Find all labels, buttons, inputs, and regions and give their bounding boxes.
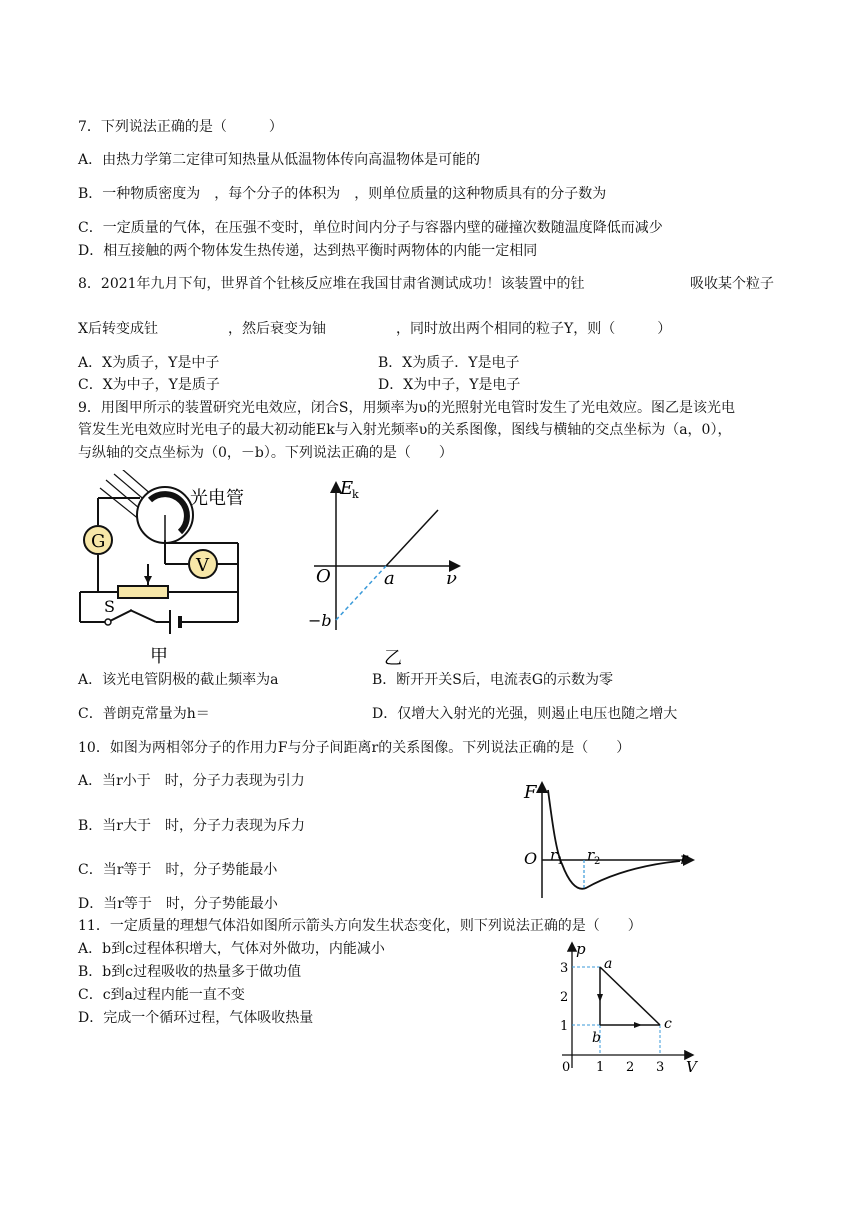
ek-line-dashed xyxy=(336,566,386,620)
ammeter-g-label: G xyxy=(91,531,106,552)
f-axis-label: F xyxy=(524,782,537,803)
r-axis-label: r xyxy=(680,849,688,868)
state-b-label: b xyxy=(592,1030,601,1046)
ek-axis-label: E xyxy=(340,478,354,499)
q9-stem-line1: 9．用图甲所示的装置研究光电效应，闭合S，用频率为υ的光照射光电管时发生了光电效应。图乙是该光电 xyxy=(78,400,736,416)
force-curve xyxy=(548,790,680,889)
q9-option-d: D．仅增大入射光的光强，则遏止电压也随之增大 xyxy=(372,706,678,722)
q7-option-d: D．相互接触的两个物体发生热传递，达到热平衡时两物体的内能一定相同 xyxy=(78,243,538,259)
intercept-b-label: −b xyxy=(308,611,332,630)
state-c-label: c xyxy=(664,1016,672,1032)
q9-stem-line3: 与纵轴的交点坐标为（0，－b）。下列说法正确的是（ ） xyxy=(78,445,453,461)
state-a-label: a xyxy=(604,956,613,972)
v-tick-3: 3 xyxy=(656,1060,665,1075)
v-tick-0: 0 xyxy=(562,1060,571,1075)
q11-option-c: C．c到a过程内能一直不变 xyxy=(78,987,245,1003)
q11-option-d: D．完成一个循环过程，气体吸收热量 xyxy=(78,1010,314,1026)
r1-sub: 1 xyxy=(557,856,564,867)
v-tick-2: 2 xyxy=(626,1060,635,1075)
q10-option-d: D．当r等于 时，分子势能最小 xyxy=(78,896,278,912)
ek-line-solid xyxy=(386,510,438,566)
rheostat-icon xyxy=(118,586,168,598)
nu-axis-label: ν xyxy=(446,568,457,589)
q11-option-b: B．b到c过程吸收的热量多于做功值 xyxy=(78,964,302,980)
q8-option-d: D．X为中子，Y是电子 xyxy=(378,377,521,393)
p-tick-1: 1 xyxy=(560,1019,569,1034)
q7-option-b: B．一种物质密度为 ，每个分子的体积为 ，则单位质量的这种物质具有的分子数为 xyxy=(78,186,607,202)
q8-stem-line1: 8．2021年九月下旬，世界首个钍核反应堆在我国甘肃省测试成功！该装置中的钍 xyxy=(78,276,585,292)
q7-stem: 7．下列说法正确的是（ ） xyxy=(78,119,283,135)
origin-label: O xyxy=(524,849,538,868)
p-tick-2: 2 xyxy=(560,990,569,1005)
q10-stem: 10．如图为两相邻分子的作用力F与分子间距离r的关系图像。下列说法正确的是（ ） xyxy=(78,740,631,756)
q9-figure-jia xyxy=(70,470,260,665)
q7-option-a: A．由热力学第二定律可知热量从低温物体传向高温物体是可能的 xyxy=(78,152,481,168)
switch-s-label: S xyxy=(104,597,115,616)
intercept-a-label: a xyxy=(384,568,395,589)
phototube-label: 光电管 xyxy=(190,488,244,509)
r1-label: r xyxy=(550,846,558,864)
r2-label: r xyxy=(587,846,595,864)
q8-stem-line1-end: 吸收某个粒子 xyxy=(690,276,774,292)
p-axis-label: p xyxy=(576,940,586,958)
q8-option-a: A．X为质子，Y是中子 xyxy=(78,355,220,371)
r2-sub: 2 xyxy=(594,856,601,867)
q8-option-c: C．X为中子，Y是质子 xyxy=(78,377,220,393)
voltmeter-v-label: V xyxy=(196,555,209,576)
figure-jia-caption: 甲 xyxy=(150,646,168,665)
q9-option-a: A．该光电管阴极的截止频率为a xyxy=(78,672,279,688)
q9-stem-line2: 管发生光电效应时光电子的最大初动能Ek与入射光频率υ的关系图像，图线与横轴的交点坐标为（a，0）， xyxy=(78,422,732,438)
figure-yi-caption: 乙 xyxy=(384,648,402,669)
q11-pv-graph xyxy=(552,940,702,1080)
ek-axis-sub: k xyxy=(352,488,359,501)
q10-option-a: A．当r小于 时，分子力表现为引力 xyxy=(78,773,305,789)
q8-option-b: B．X为质子．Y是电子 xyxy=(378,355,520,371)
q11-stem: 11．一定质量的理想气体沿如图所示箭头方向发生状态变化，则下列说法正确的是（ ） xyxy=(78,918,642,934)
q7-option-c: C．一定质量的气体，在压强不变时，单位时间内分子与容器内壁的碰撞次数随温度降低而减少 xyxy=(78,220,663,236)
q10-option-b: B．当r大于 时，分子力表现为斥力 xyxy=(78,818,305,834)
q10-option-c: C．当r等于 时，分子势能最小 xyxy=(78,862,278,878)
v-tick-1: 1 xyxy=(596,1060,605,1075)
q8-stem-line2: X后转变成钍 ，然后衰变为铀 ，同时放出两个相同的粒子Y，则（ ） xyxy=(78,321,672,337)
origin-label: O xyxy=(316,566,331,587)
q9-option-b: B．断开开关S后，电流表G的示数为零 xyxy=(372,672,614,688)
q9-figure-yi xyxy=(300,474,470,669)
q9-option-c: C．普朗克常量为h＝ xyxy=(78,706,210,722)
v-axis-label: V xyxy=(686,1058,697,1076)
path-c-to-a xyxy=(600,967,660,1025)
q11-option-a: A．b到c过程体积增大，气体对外做功，内能减小 xyxy=(78,941,385,957)
p-tick-3: 3 xyxy=(560,961,569,976)
q10-force-graph xyxy=(520,780,700,905)
